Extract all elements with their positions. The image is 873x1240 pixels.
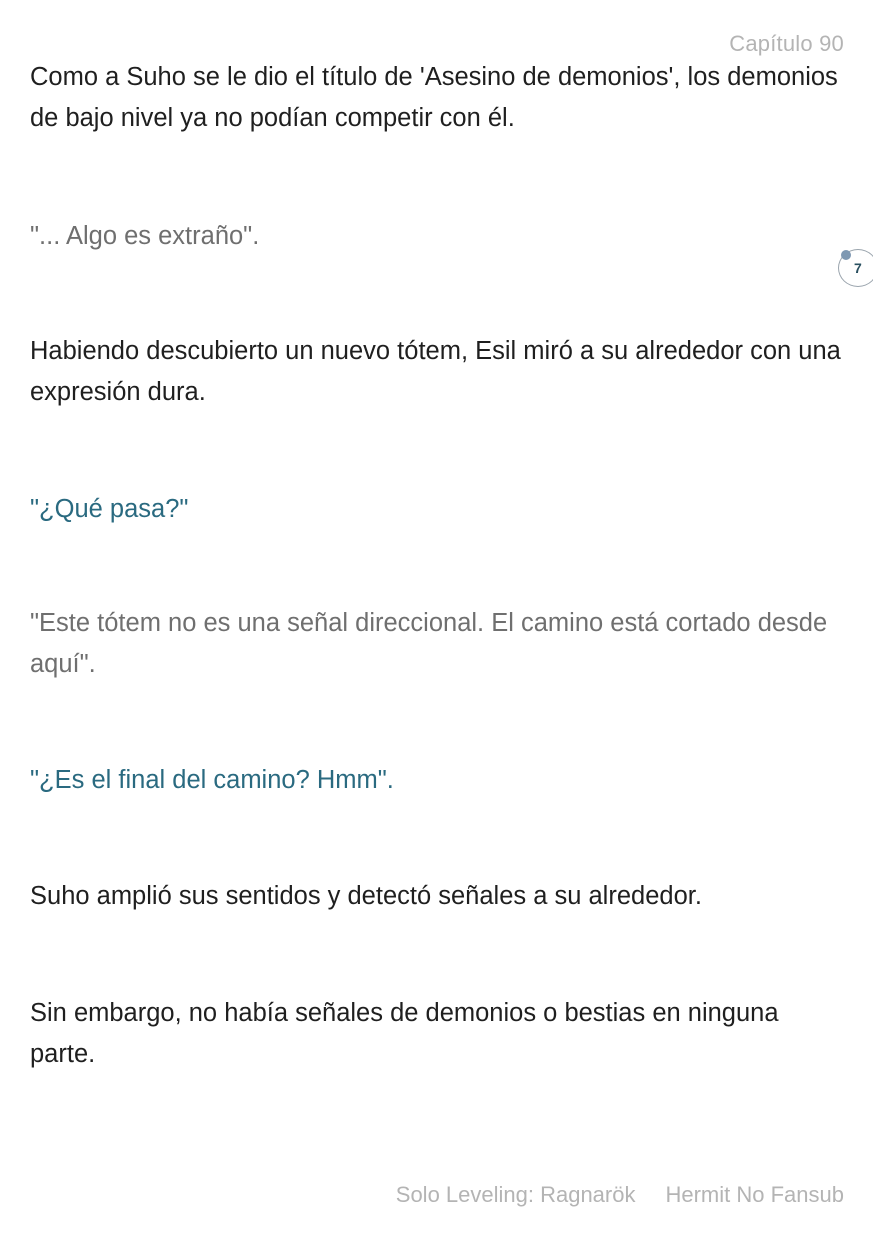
paragraph-dialogue: "... Algo es extraño".	[30, 222, 260, 250]
book-title: Solo Leveling: Ragnarök	[395, 1182, 636, 1207]
chapter-label: Capítulo 90	[729, 31, 844, 56]
paragraph-narration: Suho amplió sus sentidos y detectó señales a su alrededor.	[30, 882, 702, 910]
paragraph-dialogue: "¿Es el final del camino? Hmm".	[30, 766, 394, 794]
paragraph-dialogue: "¿Qué pasa?"	[30, 495, 189, 523]
translator-credit: Hermit No Fansub	[665, 1182, 844, 1207]
unread-dot-icon	[841, 250, 851, 260]
comment-count: 7	[854, 260, 862, 276]
footer	[396, 1182, 844, 1208]
paragraph-dialogue: "Este tótem no es una señal direccional. El camino está cortado desde aquí".	[30, 609, 828, 678]
paragraph-narration: Como a Suho se le dio el título de 'Asesino de demonios', los demonios de bajo nivel ya no podían competir con él.	[30, 63, 838, 132]
paragraph-narration: Habiendo descubierto un nuevo tótem, Esil miró a su alrededor con una expresión dura.	[30, 337, 841, 406]
paragraph-narration: Sin embargo, no había señales de demonios o bestias en ninguna parte.	[30, 999, 779, 1068]
